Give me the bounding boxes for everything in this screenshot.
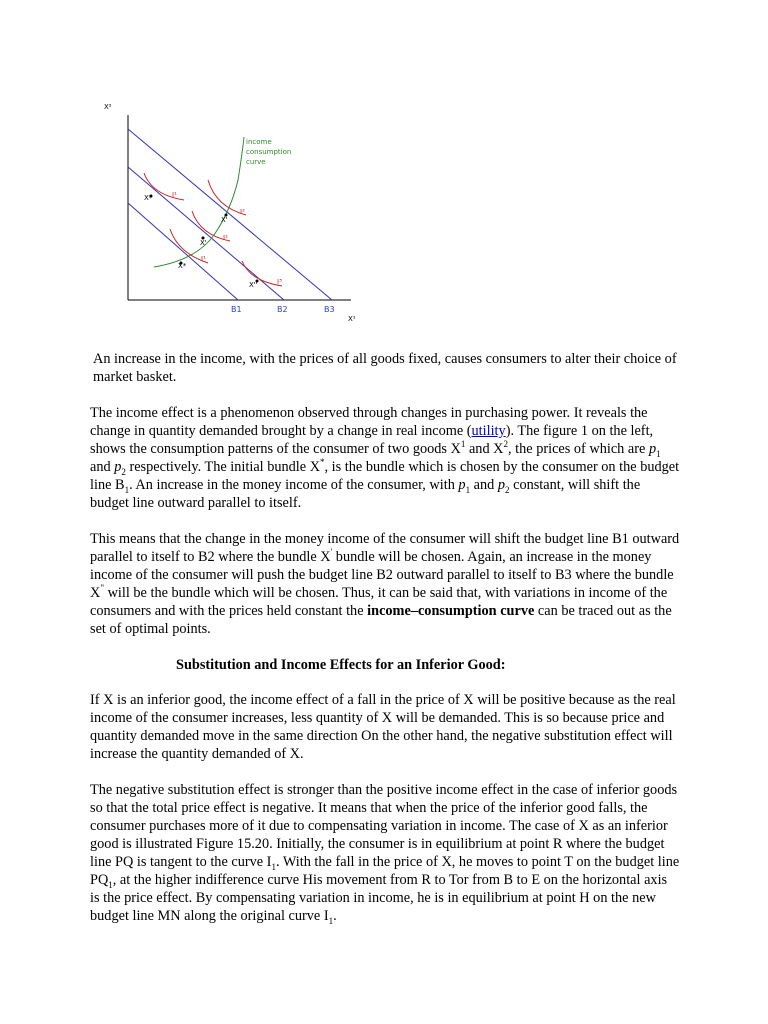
paragraph-inferior-good: [90, 691, 680, 763]
paragraph-substitution-effect: The negative substitution effect is stronger than the positive income effect in the case of inferior goods so that the total price effect is negative. It means that when the price of the inferior good falls, the consumer purchases more of it due to compensating variation in income. The case of X as an inferior good is illustrated Figure 15.20. Initially, the consumer is in equilibrium at point R where the budget line PQ is tangent to the curve $I_1$. With the fall in the price of X, he moves to point T on the budget line $PQ_1$, at the higher indifference curve His movement from R to Tor from B to E on the horizontal axis is the price effect. By compensating variation in income, he is in equilibrium at point H on the new budget line MN along the original curve $I_1$.: [90, 782, 680, 926]
section-heading: Substitution and Income Effects for an Inferior Good:: [176, 657, 506, 673]
paragraph-budget-shift: This means that the change in the money income of the consumer will shift the budget line B1 outward parallel to itself to B2 where the bundle X' bundle will be chosen. Again, an increase in the money income of the consumer will push the budget line B2 outward parallel to itself to B3 where the bundle X" will be the bundle which will be chosen. Thus, it can be said that, with variations in income of the consumers and with the prices held constant the income–consumption curve can be traced out as the set of optimal points.: [90, 531, 680, 637]
bundle-label-2: X': [200, 239, 207, 247]
indiff-label-3: I²: [223, 234, 228, 242]
budget-line-b3: [128, 129, 332, 300]
bundle-label-5: X*: [144, 194, 153, 202]
icc-label-line1: income: [246, 138, 272, 146]
indiff-label-2: I¹: [172, 191, 177, 199]
utility-link[interactable]: utility: [471, 423, 506, 439]
indiff-label-1: I¹: [201, 255, 206, 263]
bundle-label-1: X*: [178, 262, 187, 270]
budget-label-b1: B1: [231, 305, 242, 314]
paragraph-intro-text: An increase in the income, with the prices of all goods fixed, causes consumers to alter their choice of market basket.: [93, 351, 677, 385]
x-axis-label: X¹: [348, 315, 356, 323]
icc-curve: [154, 137, 244, 267]
paragraph-intro: [93, 350, 683, 386]
indiff-label-5: I³: [277, 278, 282, 286]
paragraph-inferior-good-text: If X is an inferior good, the income effect of a fall in the price of X will be positive because as the real income of the consumer increases, less quantity of X will be demanded. This is so because price and quantity demanded move in the same direction On the other hand, the negative substitution effect will increase the quantity demanded of X.: [90, 692, 676, 762]
budget-label-b3: B3: [324, 305, 335, 314]
indifference-curve-3: [242, 261, 282, 286]
icc-label-line2: consumption: [246, 148, 292, 156]
indiff-label-4: I²: [240, 208, 245, 216]
y-axis-label: X²: [104, 103, 112, 111]
bundle-label-4: X': [221, 216, 228, 224]
icc-label-line3: curve: [246, 158, 266, 166]
paragraph-income-effect: The income effect is a phenomenon observed through changes in purchasing power. It reveals the change in quantity demanded brought by a change in real income (utility). The figure 1 on the left, shows the consumption patterns of the consumer of two goods $X^1$ and $X^2$, the prices of which are $p_1$ and $p_2$ respectively. The initial bundle X*, is the bundle which is chosen by the consumer on the budget line $B_1$. An increase in the money income of the consumer, with $p_1$ and $p_2$ constant, will shift the budget line outward parallel to itself.: [90, 405, 680, 511]
budget-label-b2: B2: [277, 305, 288, 314]
income-consumption-figure: [96, 95, 376, 330]
bundle-label-3: X'': [249, 281, 258, 289]
icc-term: income–consumption curve: [367, 603, 535, 619]
